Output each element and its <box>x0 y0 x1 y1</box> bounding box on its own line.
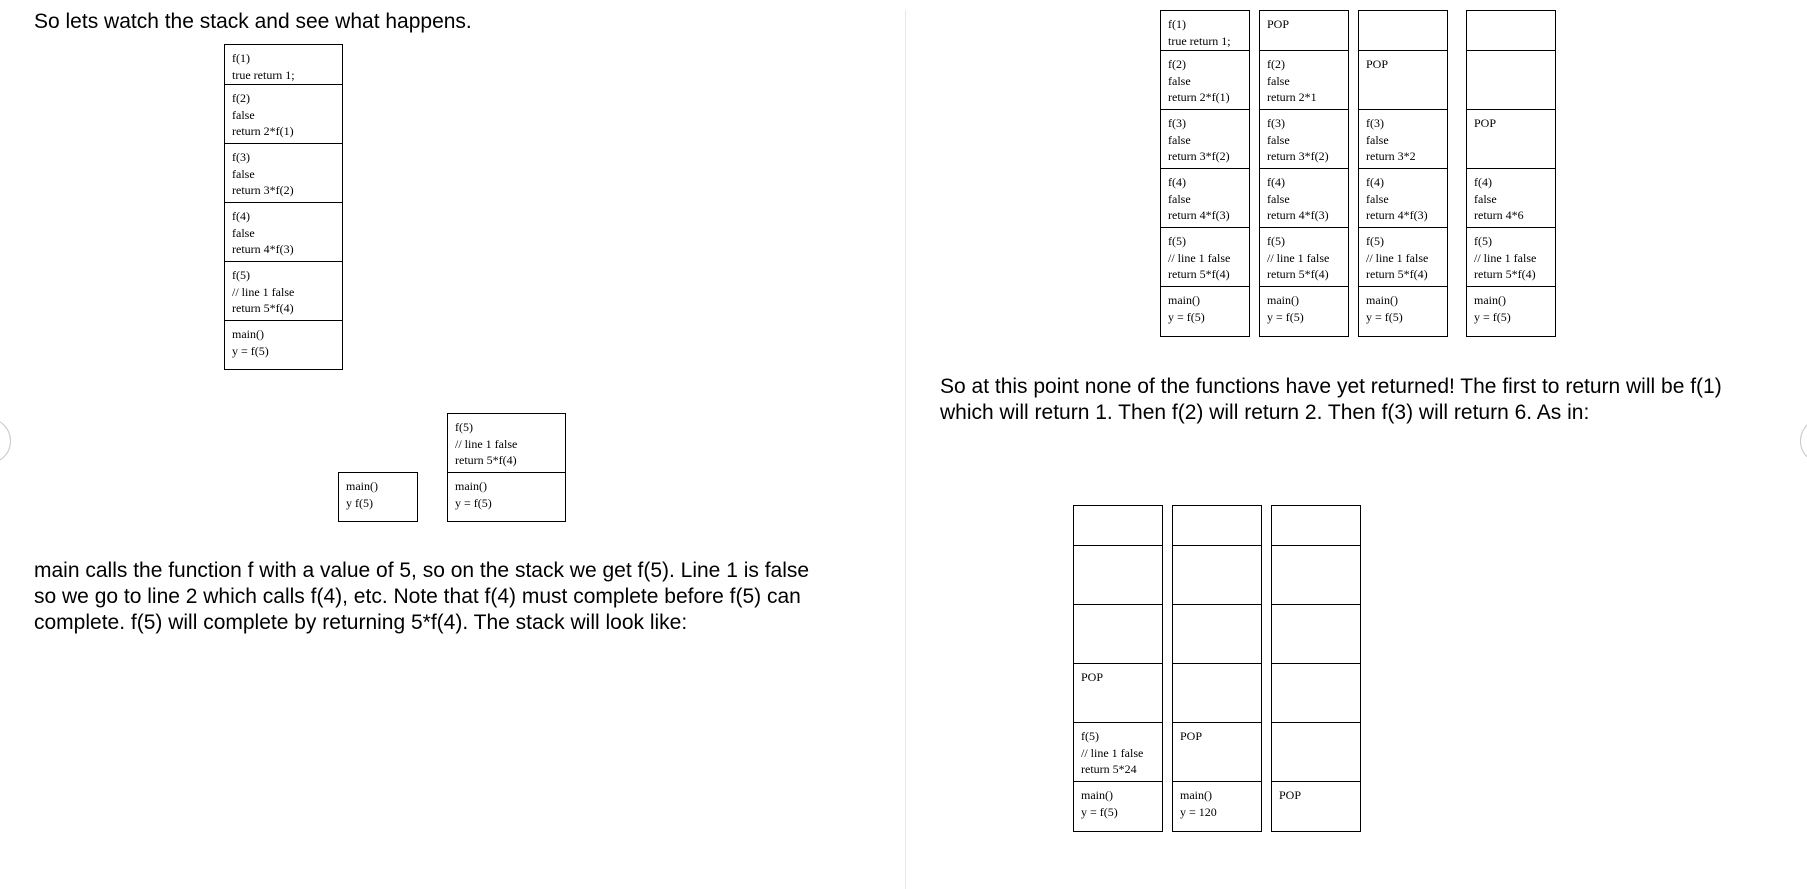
frame-text: f(5) // line 1 false return 5*f(4) <box>1267 234 1330 281</box>
stack-frame-main <box>447 472 566 522</box>
frame-text: f(4) false return 4*6 <box>1474 175 1524 222</box>
stack-frame <box>1271 545 1361 605</box>
stack-frame <box>1259 50 1349 110</box>
stack-frame-main <box>224 320 343 370</box>
stack-frame-f1 <box>224 44 343 85</box>
stack-frame <box>1073 545 1163 605</box>
frame-text: main() y = 120 <box>1180 788 1217 819</box>
frame-text <box>1467 11 1555 16</box>
stack-frame <box>1073 781 1163 832</box>
frame-text: main() y = f(5) <box>1081 788 1118 819</box>
main-only-stack <box>338 472 418 522</box>
frame-text <box>1173 605 1261 610</box>
frame-text: f(4) false return 4*f(3) <box>1168 175 1230 222</box>
stack-frame <box>1358 50 1448 110</box>
stack-frame <box>1259 10 1349 51</box>
stack-frame <box>1160 10 1250 51</box>
frame-text: f(5) // line 1 false return 5*f(4) <box>1366 234 1429 281</box>
stack-frame <box>1259 286 1349 337</box>
stack-frame <box>1466 50 1556 110</box>
frame-text: f(5) // line 1 false return 5*f(4) <box>455 420 518 467</box>
frame-text <box>1272 605 1360 610</box>
frame-text: main() y = f(5) <box>1474 293 1511 324</box>
frame-text: main() y = f(5) <box>1168 293 1205 324</box>
frame-text <box>1272 546 1360 551</box>
unwind-stack-3 <box>1358 10 1448 337</box>
frame-text: POP <box>1279 788 1302 802</box>
stack-frame <box>1160 286 1250 337</box>
stack-frame-f5 <box>447 413 566 473</box>
stack-frame-f3 <box>224 143 343 203</box>
frame-text <box>1272 723 1360 728</box>
stack-frame <box>1073 722 1163 782</box>
frame-text <box>1272 506 1360 511</box>
frame-text: f(5) // line 1 false return 5*24 <box>1081 729 1144 776</box>
frame-text: f(3) false return 3*f(2) <box>232 150 294 197</box>
intro-text: So lets watch the stack and see what happens. <box>34 10 472 33</box>
stack-frame <box>1466 286 1556 337</box>
stack-frame <box>1466 227 1556 287</box>
unwind-stack-4 <box>1466 10 1556 337</box>
frame-text: main() y = f(5) <box>1267 293 1304 324</box>
frame-text: f(3) false return 3*f(2) <box>1267 116 1329 163</box>
frame-text: POP <box>1474 116 1497 130</box>
return-stack-2 <box>1172 505 1262 832</box>
frame-text: POP <box>1180 729 1203 743</box>
frame-text: main() y = f(5) <box>1366 293 1403 324</box>
f5-call-stack <box>447 413 566 522</box>
stack-frame <box>1172 722 1262 782</box>
frame-text: main() y = f(5) <box>232 327 269 358</box>
frame-text: f(1) true return 1; <box>1168 17 1231 48</box>
return-stack-1 <box>1073 505 1163 832</box>
stack-frame <box>1172 505 1262 546</box>
explanation-text: So at this point none of the functions have yet returned! The first to return will be f(1) which will return 1. Then f(2) will return 2. Then f(3) will return 6. As in: <box>940 375 1722 424</box>
stack-frame <box>1358 227 1448 287</box>
unwind-stack-2 <box>1259 10 1349 337</box>
frame-text <box>1173 506 1261 511</box>
stack-frame <box>1172 604 1262 664</box>
frame-text: main() y = f(5) <box>455 479 492 510</box>
frame-text <box>1272 664 1360 669</box>
frame-text <box>1173 664 1261 669</box>
frame-text: f(3) false return 3*2 <box>1366 116 1416 163</box>
stack-frame <box>1271 722 1361 782</box>
stack-frame <box>1271 604 1361 664</box>
right-page <box>906 0 1807 889</box>
stack-frame <box>1172 545 1262 605</box>
stack-frame <box>1160 168 1250 228</box>
stack-frame <box>1259 109 1349 169</box>
frame-text: POP <box>1267 17 1290 31</box>
frame-text: f(5) // line 1 false return 5*f(4) <box>1474 234 1537 281</box>
frame-text: f(2) false return 2*f(1) <box>1168 57 1230 104</box>
stack-frame <box>1160 50 1250 110</box>
stack-frame <box>1466 168 1556 228</box>
frame-text <box>1074 605 1162 610</box>
frame-text <box>1173 546 1261 551</box>
frame-text: f(5) // line 1 false return 5*f(4) <box>1168 234 1231 281</box>
stack-frame <box>1271 505 1361 546</box>
stack-frame-f2 <box>224 84 343 144</box>
unwind-stack-1 <box>1160 10 1250 337</box>
stack-frame-f4 <box>224 202 343 262</box>
frame-text: f(1) true return 1; <box>232 51 295 82</box>
explanation-text: main calls the function f with a value of 5, so on the stack we get f(5). Line 1 is false so we go to line 2 which calls f(4), etc. Note that f(4) must complete before f(5) can complete. f(5) will complete by returning 5*f(4). The stack will look like: <box>34 559 810 634</box>
frame-text: f(5) // line 1 false return 5*f(4) <box>232 268 295 315</box>
stack-frame <box>1073 604 1163 664</box>
stack-frame <box>1358 109 1448 169</box>
stack-frame <box>1271 781 1361 832</box>
frame-text <box>1467 51 1555 56</box>
stack-frame <box>1259 227 1349 287</box>
full-call-stack <box>224 44 343 370</box>
frame-text <box>1074 506 1162 511</box>
frame-text <box>1074 546 1162 551</box>
stack-frame <box>1271 663 1361 723</box>
frame-text: f(4) false return 4*f(3) <box>1366 175 1428 222</box>
stack-frame <box>1358 10 1448 51</box>
stack-frame <box>1466 109 1556 169</box>
return-stack-3 <box>1271 505 1361 832</box>
frame-text: f(4) false return 4*f(3) <box>1267 175 1329 222</box>
frame-text: POP <box>1081 670 1104 684</box>
frame-text: f(4) false return 4*f(3) <box>232 209 294 256</box>
stack-frame-main <box>338 472 418 522</box>
frame-text: f(2) false return 2*f(1) <box>232 91 294 138</box>
stack-frame <box>1160 227 1250 287</box>
stack-frame <box>1259 168 1349 228</box>
stack-frame <box>1358 286 1448 337</box>
stack-frame-f5 <box>224 261 343 321</box>
frame-text: f(3) false return 3*f(2) <box>1168 116 1230 163</box>
stack-frame <box>1073 505 1163 546</box>
stack-frame <box>1172 781 1262 832</box>
frame-text: f(2) false return 2*1 <box>1267 57 1317 104</box>
stack-frame <box>1073 663 1163 723</box>
stack-frame <box>1172 663 1262 723</box>
stack-frame <box>1358 168 1448 228</box>
stack-frame <box>1466 10 1556 51</box>
frame-text <box>1359 11 1447 16</box>
frame-text: POP <box>1366 57 1389 71</box>
stack-frame <box>1160 109 1250 169</box>
frame-text: main() y f(5) <box>346 479 378 510</box>
